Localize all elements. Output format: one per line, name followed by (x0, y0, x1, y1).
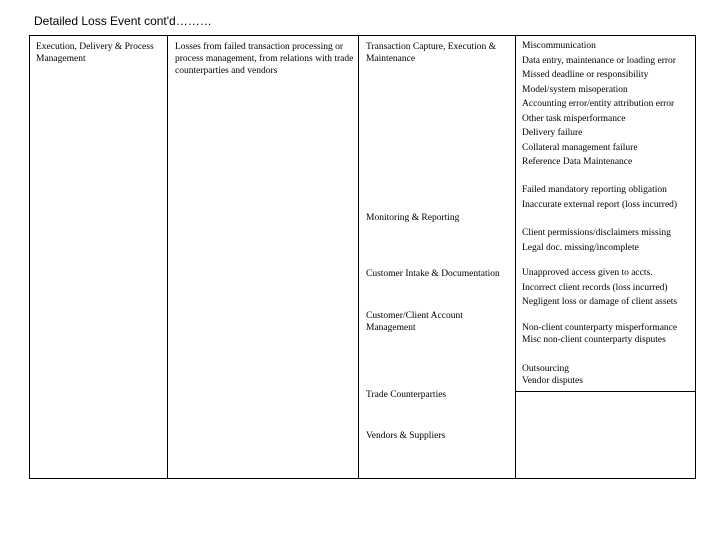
events-trade (522, 322, 677, 346)
list-item: Delivery failure (522, 128, 583, 138)
column-divider (515, 36, 516, 478)
category-cell: Execution, Delivery & Process Management (36, 42, 154, 64)
column-divider (358, 36, 359, 478)
events-vendors (522, 363, 583, 387)
list-item: Outsourcing (522, 364, 569, 374)
list-item: Non-client counterparty misperformance (522, 323, 678, 333)
list-item: Negligent loss or damage of client assets (522, 297, 678, 307)
row-divider (515, 391, 695, 392)
events-intake (522, 266, 677, 310)
list-item: Other task misperformance (522, 113, 626, 124)
list-item: Miscommunication (522, 41, 596, 51)
subcategory-monitoring: Monitoring & Reporting (366, 213, 460, 223)
list-item: Reference Data Maintenance (522, 157, 633, 167)
list-item: Model/system misoperation (522, 84, 628, 95)
list-item: Legal doc. missing/incomplete (522, 242, 639, 253)
subcategory-transaction: Transaction Capture, Execution & Maintenance (366, 42, 496, 64)
list-item: Vendor disputes (522, 376, 583, 386)
list-item: Inaccurate external report (loss incurred) (522, 199, 678, 210)
definition-cell: Losses from failed transaction processing or process management, from relations with trade counterparties and vendors (175, 42, 354, 76)
list-item: Missed deadline or responsibility (522, 70, 649, 80)
subcategory-intake: Customer Intake & Documentation (366, 269, 500, 279)
list-item: Data entry, maintenance or loading error (522, 55, 676, 66)
subcategory-trade: Trade Counterparties (366, 390, 447, 400)
list-item: Unapproved access given to accts. (522, 268, 653, 278)
slide-title: Detailed Loss Event cont'd……… (34, 14, 212, 28)
subcategory-account: Customer/Client Account Management (366, 311, 463, 333)
events-monitoring-b (522, 226, 671, 255)
list-item: Client permissions/disclaimers missing (522, 228, 671, 238)
list-item: Collateral management failure (522, 142, 638, 153)
list-item: Accounting error/entity attribution error (522, 99, 675, 109)
list-item: Incorrect client records (loss incurred) (522, 282, 668, 293)
list-item: Misc non-client counterparty disputes (522, 335, 666, 345)
loss-event-table (29, 35, 696, 479)
events-monitoring-a (522, 183, 677, 212)
list-item: Failed mandatory reporting obligation (522, 185, 667, 195)
column-divider (167, 36, 168, 478)
subcategory-vendors: Vendors & Suppliers (366, 431, 446, 441)
events-transaction (522, 39, 676, 170)
